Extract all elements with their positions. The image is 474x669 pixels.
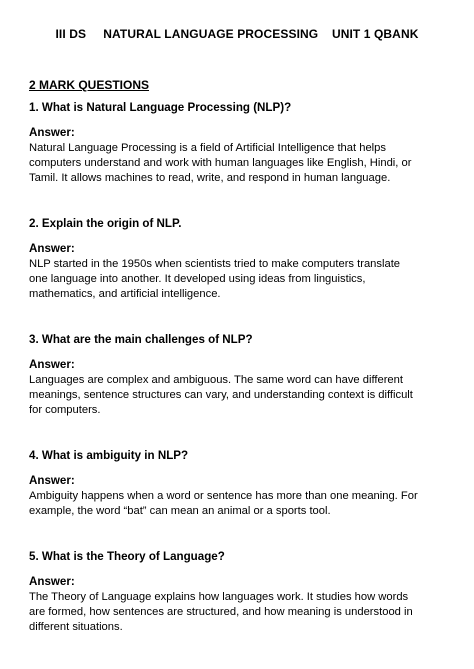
- question-block-2: [29, 216, 449, 302]
- answer-3-line-2: meanings, sentence structures can vary, and understanding context is difficult: [29, 389, 413, 401]
- answer-label-5: Answer:: [29, 575, 75, 588]
- question-5: 5. What is the Theory of Language?: [29, 550, 225, 563]
- answer-label-4: Answer:: [29, 474, 75, 487]
- answer-1-line-2: computers understand and work with human languages like English, Hindi, or: [29, 157, 412, 169]
- question-1: 1. What is Natural Language Processing (NLP)?: [29, 101, 292, 114]
- section-heading: 2 MARK QUESTIONS: [29, 78, 150, 92]
- question-4: 4. What is ambiguity in NLP?: [29, 449, 189, 462]
- question-block-5: [29, 549, 449, 635]
- answer-4-line-1: Ambiguity happens when a word or sentence has more than one meaning. For: [29, 490, 418, 502]
- answer-1-line-1: Natural Language Processing is a field of Artificial Intelligence that helps: [29, 142, 386, 154]
- document-content: [29, 78, 449, 635]
- question-block-4: [29, 448, 449, 519]
- answer-2-line-2: one language into another. It developed using ideas from linguistics,: [29, 273, 366, 285]
- answer-label-1: Answer:: [29, 126, 75, 139]
- answer-1-line-3: Tamil. It allows machines to read, write, and respond in human language.: [29, 172, 391, 184]
- answer-3-line-3: for computers.: [29, 404, 101, 416]
- answer-label-3: Answer:: [29, 358, 75, 371]
- answer-2-line-1: NLP started in the 1950s when scientists tried to make computers translate: [29, 258, 401, 270]
- question-block-1: [29, 100, 449, 186]
- answer-3-line-1: Languages are complex and ambiguous. The same word can have different: [29, 374, 403, 386]
- answer-4-line-2: example, the word “bat” can mean an animal or a sports tool.: [29, 505, 331, 517]
- document-header: III DS NATURAL LANGUAGE PROCESSING UNIT 1 QBANK: [55, 27, 419, 41]
- question-3: 3. What are the main challenges of NLP?: [29, 333, 253, 346]
- answer-5-line-2: are formed, how sentences are structured, and how meaning is understood in: [29, 606, 413, 618]
- answer-5-line-3: different situations.: [29, 621, 123, 633]
- answer-2-line-3: mathematics, and artificial intelligence.: [29, 288, 221, 300]
- question-2: 2. Explain the origin of NLP.: [29, 217, 182, 230]
- question-block-3: [29, 332, 449, 418]
- answer-5-line-1: The Theory of Language explains how languages work. It studies how words: [29, 591, 409, 603]
- answer-label-2: Answer:: [29, 242, 75, 255]
